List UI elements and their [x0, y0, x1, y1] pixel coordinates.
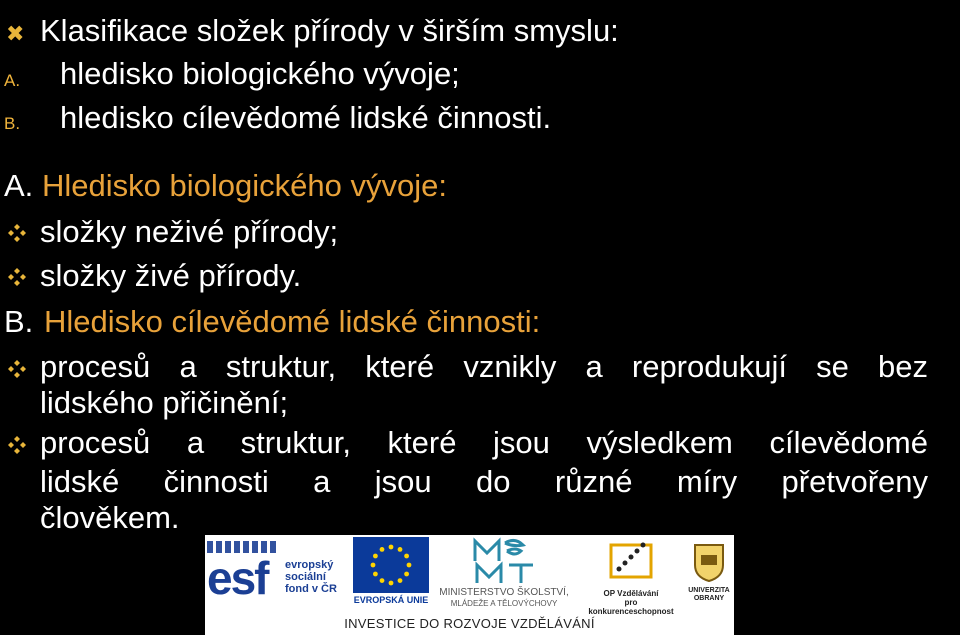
university-of-defence-logo: UNIVERZITA OBRANY — [685, 537, 733, 609]
logo-banner — [205, 535, 734, 635]
list-item-line: lidské činnosti a jsou do různé míry přetvořeny — [40, 464, 928, 499]
diamond-bullet-icon — [6, 266, 28, 288]
diamond-bullet-icon — [6, 358, 28, 380]
list-marker: A. — [4, 71, 21, 90]
diamond-bullet-icon — [6, 222, 28, 244]
list-marker: B. — [4, 114, 21, 133]
list-item: hledisko biologického vývoje; — [60, 56, 460, 91]
eu-flag-icon — [353, 537, 429, 593]
list-item-line: člověkem. — [40, 500, 180, 535]
section-b-title: Hledisko cílevědomé lidské činnosti: — [44, 304, 541, 339]
list-item: složky živé přírody. — [40, 258, 302, 293]
university-crest-icon — [691, 541, 727, 583]
esf-logo: esf evropský sociální fond v ČR — [207, 541, 347, 607]
list-item-line: lidského přičinění; — [40, 385, 289, 420]
list-item: složky neživé přírody; — [40, 214, 339, 249]
list-item: hledisko cílevědomé lidské činnosti. — [60, 100, 552, 135]
diamond-bullet-icon — [6, 434, 28, 456]
intro-heading: Klasifikace složek přírody v širším smyslu: — [40, 13, 619, 48]
section-a-title: Hledisko biologického vývoje: — [42, 168, 447, 203]
section-a-marker: A. — [4, 168, 34, 203]
list-item-line: procesů a struktur, které jsou výsledkem cílevědomé — [40, 425, 928, 460]
section-b-marker: B. — [4, 304, 34, 339]
op-vk-emblem-icon — [605, 539, 657, 583]
op-vk-logo: OP Vzdělávání pro konkurenceschopnost — [583, 537, 679, 609]
banner-caption: INVESTICE DO ROZVOJE VZDĚLÁVÁNÍ — [344, 616, 595, 631]
eu-logo: EVROPSKÁ UNIE — [351, 537, 431, 609]
msmt-emblem-icon — [471, 537, 541, 587]
list-item-line: procesů a struktur, které vznikly a reprodukují se bez — [40, 349, 928, 384]
msmt-logo: MINISTERSTVO ŠKOLSTVÍ, MLÁDEŽE A TĚLOVÝCHOVY — [439, 537, 569, 609]
cross-bullet-icon: ✖ — [6, 21, 25, 46]
